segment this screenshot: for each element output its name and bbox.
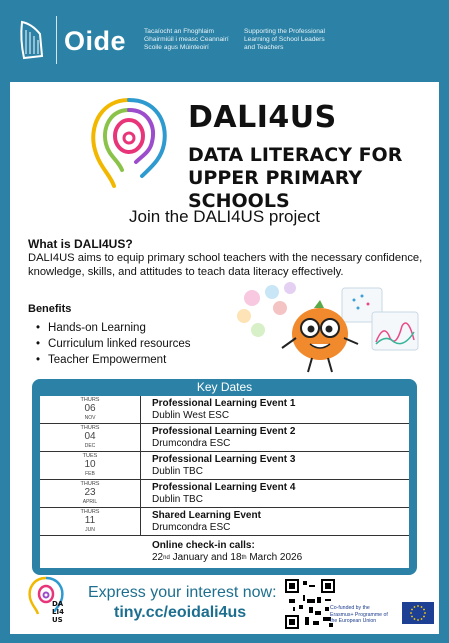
date-row [40, 424, 409, 452]
flyer-card [10, 82, 439, 634]
date-cell: THURS 23 APRIL [80, 481, 100, 505]
key-dates-title: Key Dates [196, 380, 253, 394]
event-name: Professional Learning Event 1 [152, 398, 296, 409]
event-name: Shared Learning Event [152, 510, 261, 521]
cofunded-text: Co-funded by the Erasmus+ Programme of the European Union [330, 605, 388, 624]
date-cell: THURS 06 NOV [80, 397, 100, 421]
express-interest-text: Express your interest now: [88, 584, 277, 601]
event-location: Drumcondra ESC [152, 438, 231, 449]
date-row [40, 396, 409, 424]
svg-text:DA: DA [52, 600, 64, 608]
date-cell: TUES 10 FEB [82, 453, 98, 477]
event-location: Dublin TBC [152, 466, 203, 477]
brand-name: Oide [64, 26, 127, 56]
event-location: Dublin West ESC [152, 410, 230, 421]
mascot-illustration [224, 282, 424, 378]
event-name: Professional Learning Event 2 [152, 426, 296, 437]
harp-logo-icon [18, 20, 46, 60]
online-checkins: Online check-in calls: 22nd January and 18th March 2026 [152, 540, 303, 563]
svg-text:LI4: LI4 [52, 608, 64, 616]
project-title: DALI4US [188, 100, 337, 135]
key-dates-panel [32, 379, 417, 575]
dali4us-small-logo-icon [22, 576, 74, 632]
benefit-item: • Hands-on Learning [36, 320, 191, 336]
key-dates-table [40, 396, 409, 568]
date-cell: THURS 04 DEC [80, 425, 100, 449]
date-row [40, 508, 409, 536]
event-name: Professional Learning Event 4 [152, 482, 296, 493]
signup-link[interactable]: tiny.cc/eoidali4us [114, 604, 247, 621]
date-cell: THURS 11 JUN [80, 509, 100, 533]
join-heading: Join the DALI4US project [129, 207, 320, 226]
project-subtitle: DATA LITERACY FOR UPPER PRIMARY SCHOOLS [188, 144, 403, 212]
benefit-item: • Curriculum linked resources [36, 336, 191, 352]
event-name: Professional Learning Event 3 [152, 454, 296, 465]
header [0, 0, 449, 80]
date-row [40, 480, 409, 508]
irish-tagline: Tacaíocht an Fhoghlaim Ghairmiúil i measc Ceannairí Scoile agus Múinteoirí [144, 28, 229, 51]
benefit-item: • Teacher Empowerment [36, 352, 191, 368]
header-divider [56, 16, 57, 64]
svg-text:US: US [52, 616, 63, 624]
dali4us-logo-icon [84, 94, 174, 194]
event-location: Drumcondra ESC [152, 522, 231, 533]
what-heading: What is DALI4US? [28, 237, 133, 251]
what-text: DALI4US aims to equip primary school teachers with the necessary confidence, knowledge, skills, and attitudes to teach data literacy effectively. [28, 252, 423, 278]
qr-code-icon[interactable] [285, 579, 335, 629]
event-location: Dublin TBC [152, 494, 203, 505]
english-tagline: Supporting the Professional Learning of School Leaders and Teachers [244, 28, 326, 51]
eu-flag-icon [402, 602, 434, 624]
benefits-heading: Benefits [28, 303, 72, 315]
date-row [40, 452, 409, 480]
benefits-list [36, 320, 191, 368]
